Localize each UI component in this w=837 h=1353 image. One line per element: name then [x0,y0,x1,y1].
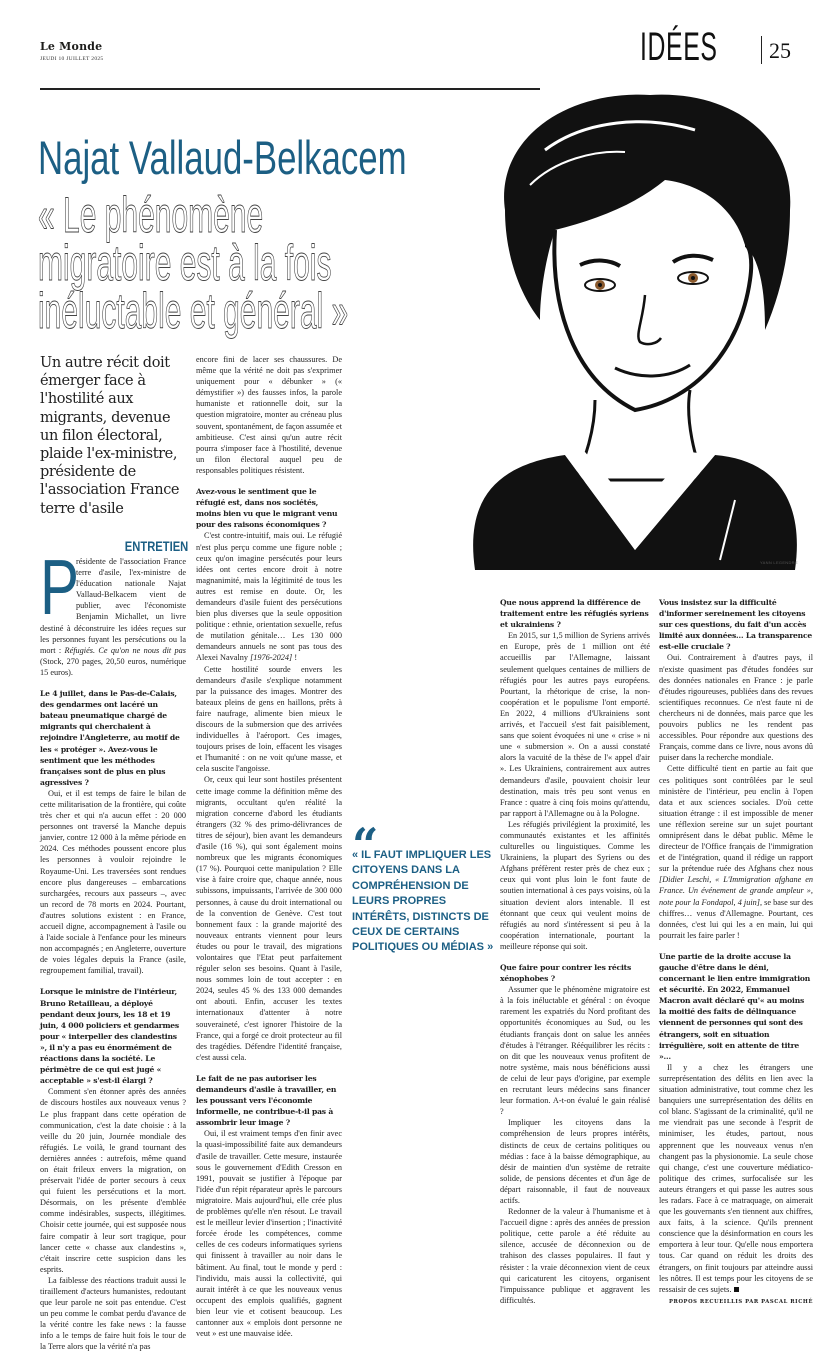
editor-note: [Didier Leschi, « L'Immigration afghane en France. Un événement de grande ampleur », note pour la Fondapol, 4 juin] [659,875,813,907]
standfirst: Un autre récit doit émerger face à l'hostilité aux migrants, devenue un filon électoral, plaide l'ex-ministre, présidente de l'association France terre d'asile [40,355,180,517]
answer-paragraph: Assumer que le phénomène migratoire est à la fois inéluctable et général : on évoque rarement les expatriés du Nord profitant des opportunités économiques au Sud, ou les étudiants français dont on salue les années d'études à l'étranger. Rééquilibrer les récits : on dit que les nouveaux venus profitent de notre système, mais nous bénéficions aussi de celui de leur pays d'origine, par exemple en recrutant leurs médecins sans financer leur formation. A-t-on évalué le gain réalisé ? [500,985,650,1117]
question: Vous insistez sur la difficulté d'informer sereinement les citoyens sur ces questions, du fait d'un accès limité aux données… La transparence est-elle cruciale ? [659,598,813,652]
answer-paragraph: En 2015, sur 1,5 million de Syriens arrivés en Europe, près de 1 million ont été accueillis par l'Allemagne, laissant seulement quelques centaines de milliers de réfugiés pour les autres pays européens. Pourtant, la rhétorique de crise, la non-coopération et le populisme l'ont emporté. En 2022, 4 millions d'Ukrainiens sont arrivés, et l'accueil s'est fait paisiblement, sans que soient évoquées ni une « crise » ni une « submersion ». On a aussi constaté alors la vacuité de la thèse de l'« appel d'air ». Les Ukrainiens, contrairement aux autres demandeurs d'asile, pouvaient choisir leur destination, mais très peu sont venus en France : quatre à cinq fois moins qu'attendu, par rapport à l'Allemagne ou à la Pologne. [500,631,650,818]
portrait-mouth [615,365,690,376]
answer-paragraph: Or, ceux qui leur sont hostiles présentent cette image comme la définition même des migrants, occultant qu'en réalité la migration concerne d'abord les étudiants étrangers (32 % des primo-délivrances de titres de séjour), bien avant les demandeurs d'asile (16 %), qui sont également moins nombreux que les migrants économiques (17 %). Pourquoi cette manipulation ? Elle vise à faire croire que, chaque année, nous subissons, impuissants, l'arrivée de 300 000 personnes, à cause du droit international ou de la convention de Genève. C'est tout bonnement faux : la grande majorité des nouveaux entrants viennent pour leurs études ou pour le travail, des migrations volontaires que l'Etat peut parfaitement réguler selon ses besoins. Quant à l'asile, nous sommes loin de tout accepter : en 2024, seules 45 % des 133 000 demandes ont abouti. Enfin, accuser les textes internationaux d'attenter à notre souveraineté, c'est ignorer l'histoire de la France, qui a forgé ce droit protecteur au fil des tragédies. Défendre l'identité française, c'est aussi cela. [196,775,342,1062]
question: Le fait de ne pas autoriser les demandeurs d'asile à travailler, en les poussant vers l'économie informelle, ne contribue-t-il pas à assombrir leur image ? [196,1073,337,1128]
answer-paragraph: Cette difficulté tient en partie au fait que ces politiques sont contrôlées par le seul ministère de l'intérieur, peu enclin à l'open data et aux sciences sociales. D'où cette situation étrange : il est impossible de mener une réflexion sereine sur un sujet pourtant omniprésent dans le débat public. Même le directeur de l'Office français de l'immigration et de l'intégration, quand il rédige un rapport sur la prétendue ruée des Afghans chez nous [Didier Leschi, « L'Immigration afghane en France. Un événement de grande ampleur », note pour la Fondapol, 4 juin], se base sur des chiffres… venus d'Allemagne. Pourtant, ces données, c'est lui qui les a en main, lui qui pourrait les faire parler ! [659,764,813,940]
question: Une partie de la droite accuse la gauche d'être dans le déni, concernant le lien entre immigration et sécurité. En 2022, Emmanuel Macron avait déclaré qu'« au moins la moitié des faits de délinquance viennent de personnes qui sont des étrangers, soit en situation irrégulière, soit en attente de titre »… [659,951,811,1061]
question: Avez-vous le sentiment que le réfugié est, dans nos sociétés, moins bien vu que le migrant venu pour des raisons économiques ? [196,487,338,530]
section-title: IDÉES [640,25,718,69]
issue-date: JEUDI 10 JUILLET 2025 [40,56,104,62]
headline-quote [38,187,374,339]
answer-paragraph: La faiblesse des réactions traduit aussi le tiraillement d'acteurs humanistes, redoutant que leur parole ne soit pas entendue. C'est un peu comme le combat perdu d'avance de la vérité contre les fake news : la fausse info a le temps de faire huit fois le tour de la Terre alors que la vérité n'a pas [40,1275,186,1352]
interviewee-name: Najat Vallaud-Belkacem [38,131,407,184]
page-number: 25 [769,38,791,63]
byline: PROPOS RECUEILLIS PAR PASCAL RICHÉ [669,1298,813,1305]
article-column-2 [196,354,342,1339]
end-mark-icon [734,1287,739,1292]
photo-credit: YANN LEGENDRE [760,560,798,565]
dropcap: P [40,543,80,631]
headline-quote-line: migratoire est à la fois [38,235,332,291]
headline-quote-line: inéluctable et général » [38,283,349,339]
portrait-illustration [435,80,835,570]
answer-paragraph: C'est contre-intuitif, mais oui. Le réfugié n'est plus perçu comme une figure noble ; ceux qu'on imagine persécutés pour leurs idées ont certes encore droit à notre magnanimité, mais la légitimité de tous les autres est remise en doute. Or, les demandeurs d'asile fuient des persécutions bien plus diverses que la seule opposition politique : ethnie, orientation sexuelle, refus de mutilation génitale… Les 130 000 demandeurs annuels ne sont pas tous des Alexei Navalny [1976-2024] ! [196,531,342,663]
answer-paragraph: Redonner de la valeur à l'humanisme et à l'accueil digne : après des années de pression politique, cette parole a été réduite au silence, accusée de déconnexion ou de trahison des classes populaires. Il faut y résister : la vraie déconnexion vient de ceux qui caricaturent les citoyens, organisent l'impuissance publique et aggravent les difficultés. [500,1207,650,1305]
section-divider [761,36,762,64]
answer-paragraph: Les réfugiés privilégient la proximité, les communautés existantes et les affinités culturelles ou linguistiques. Comme les Ukrainiens, la plupart des Syriens ou des Afghans préfèrent rester près de chez eux ; ceux qui vont plus loin le font faute de soutien international à ces pays voisins, où la situation devient alors intenable. Il est étonnant que ceux qui veulent moins de réfugiés au nord s'intéressent si peu à la coopération internationale, pourtant la meilleure réponse qui soit. [500,819,650,951]
intro-paragraph: P résidente de l'association France terre d'asile, l'ex-ministre de l'éducation nationale Najat Vallaud-Belkacem vient de publier, avec l'économiste Benjamin Michallet, un livre destiné à déconstruire les idées reçues sur les personnes fuyant les persécutions ou la mort : Réfugiés. Ce qu'on ne nous dit pas (Stock, 270 pages, 20,50 euros, numérique 15 euros). [40,543,186,677]
pull-quote: « IL FAUT IMPLIQUER LES CITOYENS DANS LA COMPRÉHENSION DE LEURS PROPRES INTÉRÊTS, DISTINCTS DE CEUX DE CERTAINS POLITIQUES OU MÉDIAS » [352,849,494,954]
question: Que faire pour contrer les récits xénophobes ? [500,963,632,984]
article-column-4 [659,597,813,1308]
answer-paragraph: Comment s'en étonner après des années de discours hostiles aux nouveaux venus ? Le plus frappant dans cette opération de communication, c'est la date choisie : à la veille du 20 juin, Journée mondiale des réfugiés. Le voilà, le grand tournant des dernières années : autrefois, même quand on était frileux envers la migration, on préservait l'idée de porter secours à ceux qui fuient les persécutions et la mort. Désormais, on les présente d'emblée comme indésirables, suspects, illégitimes. Choisir cette journée, qui est supposée nous faire compatir à leur sort tragique, pour lancer cette « chasse aux clandestins », c'était inscrire cette suspicion dans les esprits. [40,1087,186,1274]
article-column-3 [500,597,650,1306]
book-title: Réfugiés. Ce qu'on ne nous dit pas [64,645,186,655]
answer-paragraph: Il y a chez les étrangers une surreprésentation des délits en lien avec la situation administrative, tout comme chez les banquiers une surreprésentation des délits en col blanc. S'agissant de la criminalité, qu'il ne me viendrait pas une seconde à l'esprit de minimiser, les études, partout, nous apprennent que les nouveaux venus n'en changent pas la physionomie. La seule chose qui change, c'est une couverture médiatico-politique des crimes, surfocalisée sur les auteurs étrangers et qui passe les autres sous les radars. Face à ce matraquage, on aimerait que les gouvernants s'en tiennent aux chiffres, aux faits, à la science. Qu'ils prennent conscience que la désinformation en cours les emportera à leur tour. Qu'elle nous emportera tous. Car quand on réduit les droits des étrangers, on finit toujours par atteindre aussi les nôtres. Il est temps pour les citoyens de se ressaisir de ces sujets. [659,1062,813,1294]
question: Que nous apprend la différence de traitement entre les réfugiés syriens et ukrainiens ? [500,598,649,630]
question: Le 4 juillet, dans le Pas-de-Calais, des gendarmes ont lacéré un bateau pneumatique chargé de migrants qui cherchaient à rejoindre l'Angleterre, au motif de les « protéger ». Avez-vous le sentiment que les méthodes françaises sont de plus en plus agressives ? [40,689,180,787]
answer-paragraph: Oui, il est vraiment temps d'en finir avec la quasi-impossibilité faite aux demandeurs d'asile de travailler. Cette mesure, instaurée sous le gouvernement d'Edith Cresson en 1991, pouvait se justifier à l'époque par l'idée d'un répit réparateur après le parcours migratoire. Mais aujourd'hui, elle crée plus de problèmes qu'elle n'en résout. Le travail est le meilleur levier d'insertion ; l'inactivité forcée érode les compétences, comme celles de ces codeurs informatiques syriens qui finissent à travailler au noir dans le bâtiment. Au final, tout le monde y perd : l'individu, mais aussi la collectivité, qui aurait intérêt à ce que les nouveaux venus occupent des emplois qualifiés, gagnent bien leur vie et cotisent beaucoup. Les cantonner aux « emplois dont personne ne veut » est une mauvaise idée. [196,1129,342,1339]
answer-paragraph: Impliquer les citoyens dans la compréhension de leurs propres intérêts, distincts de ceux de certains politiques ou médias : face à la baisse démographique, au désir de maintien d'un système de retraite solide, de pensions décentes et d'un âge de départ raisonnable, il faut de nouveaux actifs. [500,1118,650,1205]
answer-paragraph: Oui, et il est temps de faire le bilan de cette militarisation de la frontière, qui coûte très cher et qui n'a aucun effet : 20 000 personnes ont traversé la Manche depuis janvier, contre 12 000 à la même période en 2024. Ces méthodes poussent encore plus les personnes à vouloir rejoindre le Royaume-Uni. Les traversées sont rendues encore plus dangereuses – embarcations surchargées, recours aux passeurs –, avec un record de 78 morts en 2024. Pourtant, d'autres solutions existent : en France, accueil digne, accompagnement à l'asile ou à l'aide sociale à l'enfance pour les mineurs non accompagnés ; en Angleterre, ouverture de voies légales depuis la France (asile, regroupement familial, travail). [40,788,186,976]
quote-mark-icon: “ [352,818,379,872]
answer-paragraph: Oui. Contrairement à d'autres pays, il n'existe quasiment pas d'études fondées sur des données nationales en France : je parle d'études rigoureuses, publiées dans des revues scientifiques reconnues. Ce n'est faute ni de chercheurs ni de données, mais parce que les pouvoirs publics ne les rendent pas accessibles. Pour répondre aux questions des Français, comme dans ce livre, nous avons dû puiser dans la recherche mondiale. [659,653,813,763]
portrait-face [554,230,751,410]
headline-quote-line: « Le phénomène [38,187,264,243]
editor-note: [1976-2024] [250,653,293,663]
answer-paragraph: encore fini de lacer ses chaussures. De même que la vérité ne doit pas s'exprimer uniquement pour « débunker » (« démystifier ») des fausses infos, la parole humaniste et rationnelle doit, sur la question migratoire, monter au créneau plus souvent, spontanément, de façon assumée et ambitieuse. C'est ainsi qu'un autre récit pourra s'imposer face à l'hostilité, devenue un filon électoral auquel peu de responsables politiques résistent. [196,355,342,475]
kicker-label: ENTRETIEN [124,538,189,554]
answer-paragraph: Cette hostilité sourde envers les demandeurs d'asile s'explique notamment par la puissance des images. Montrer des bateaux pleins de gens en haillons, prêts à faire naufrage, alimente bien mieux le discours de la submersion que des arrivées individuelles à l'aéroport. Ces images, toujours prises de loin, effacent les visages et l'humanité : on ne voit qu'une masse, et cela suscite l'angoisse. [196,664,342,774]
le-monde-logo: Le Monde [40,40,103,53]
portrait-nose [638,295,661,344]
question: Lorsque le ministre de l'intérieur, Bruno Retailleau, a déployé pendant deux jours, les 18 et 19 juin, 4 000 policiers et gendarmes pour « interpeller des clandestins », il n'y a pas eu énormément de réactions dans la société. Le périmètre de ce qui est jugé « acceptable » s'est-il élargi ? [40,987,180,1086]
